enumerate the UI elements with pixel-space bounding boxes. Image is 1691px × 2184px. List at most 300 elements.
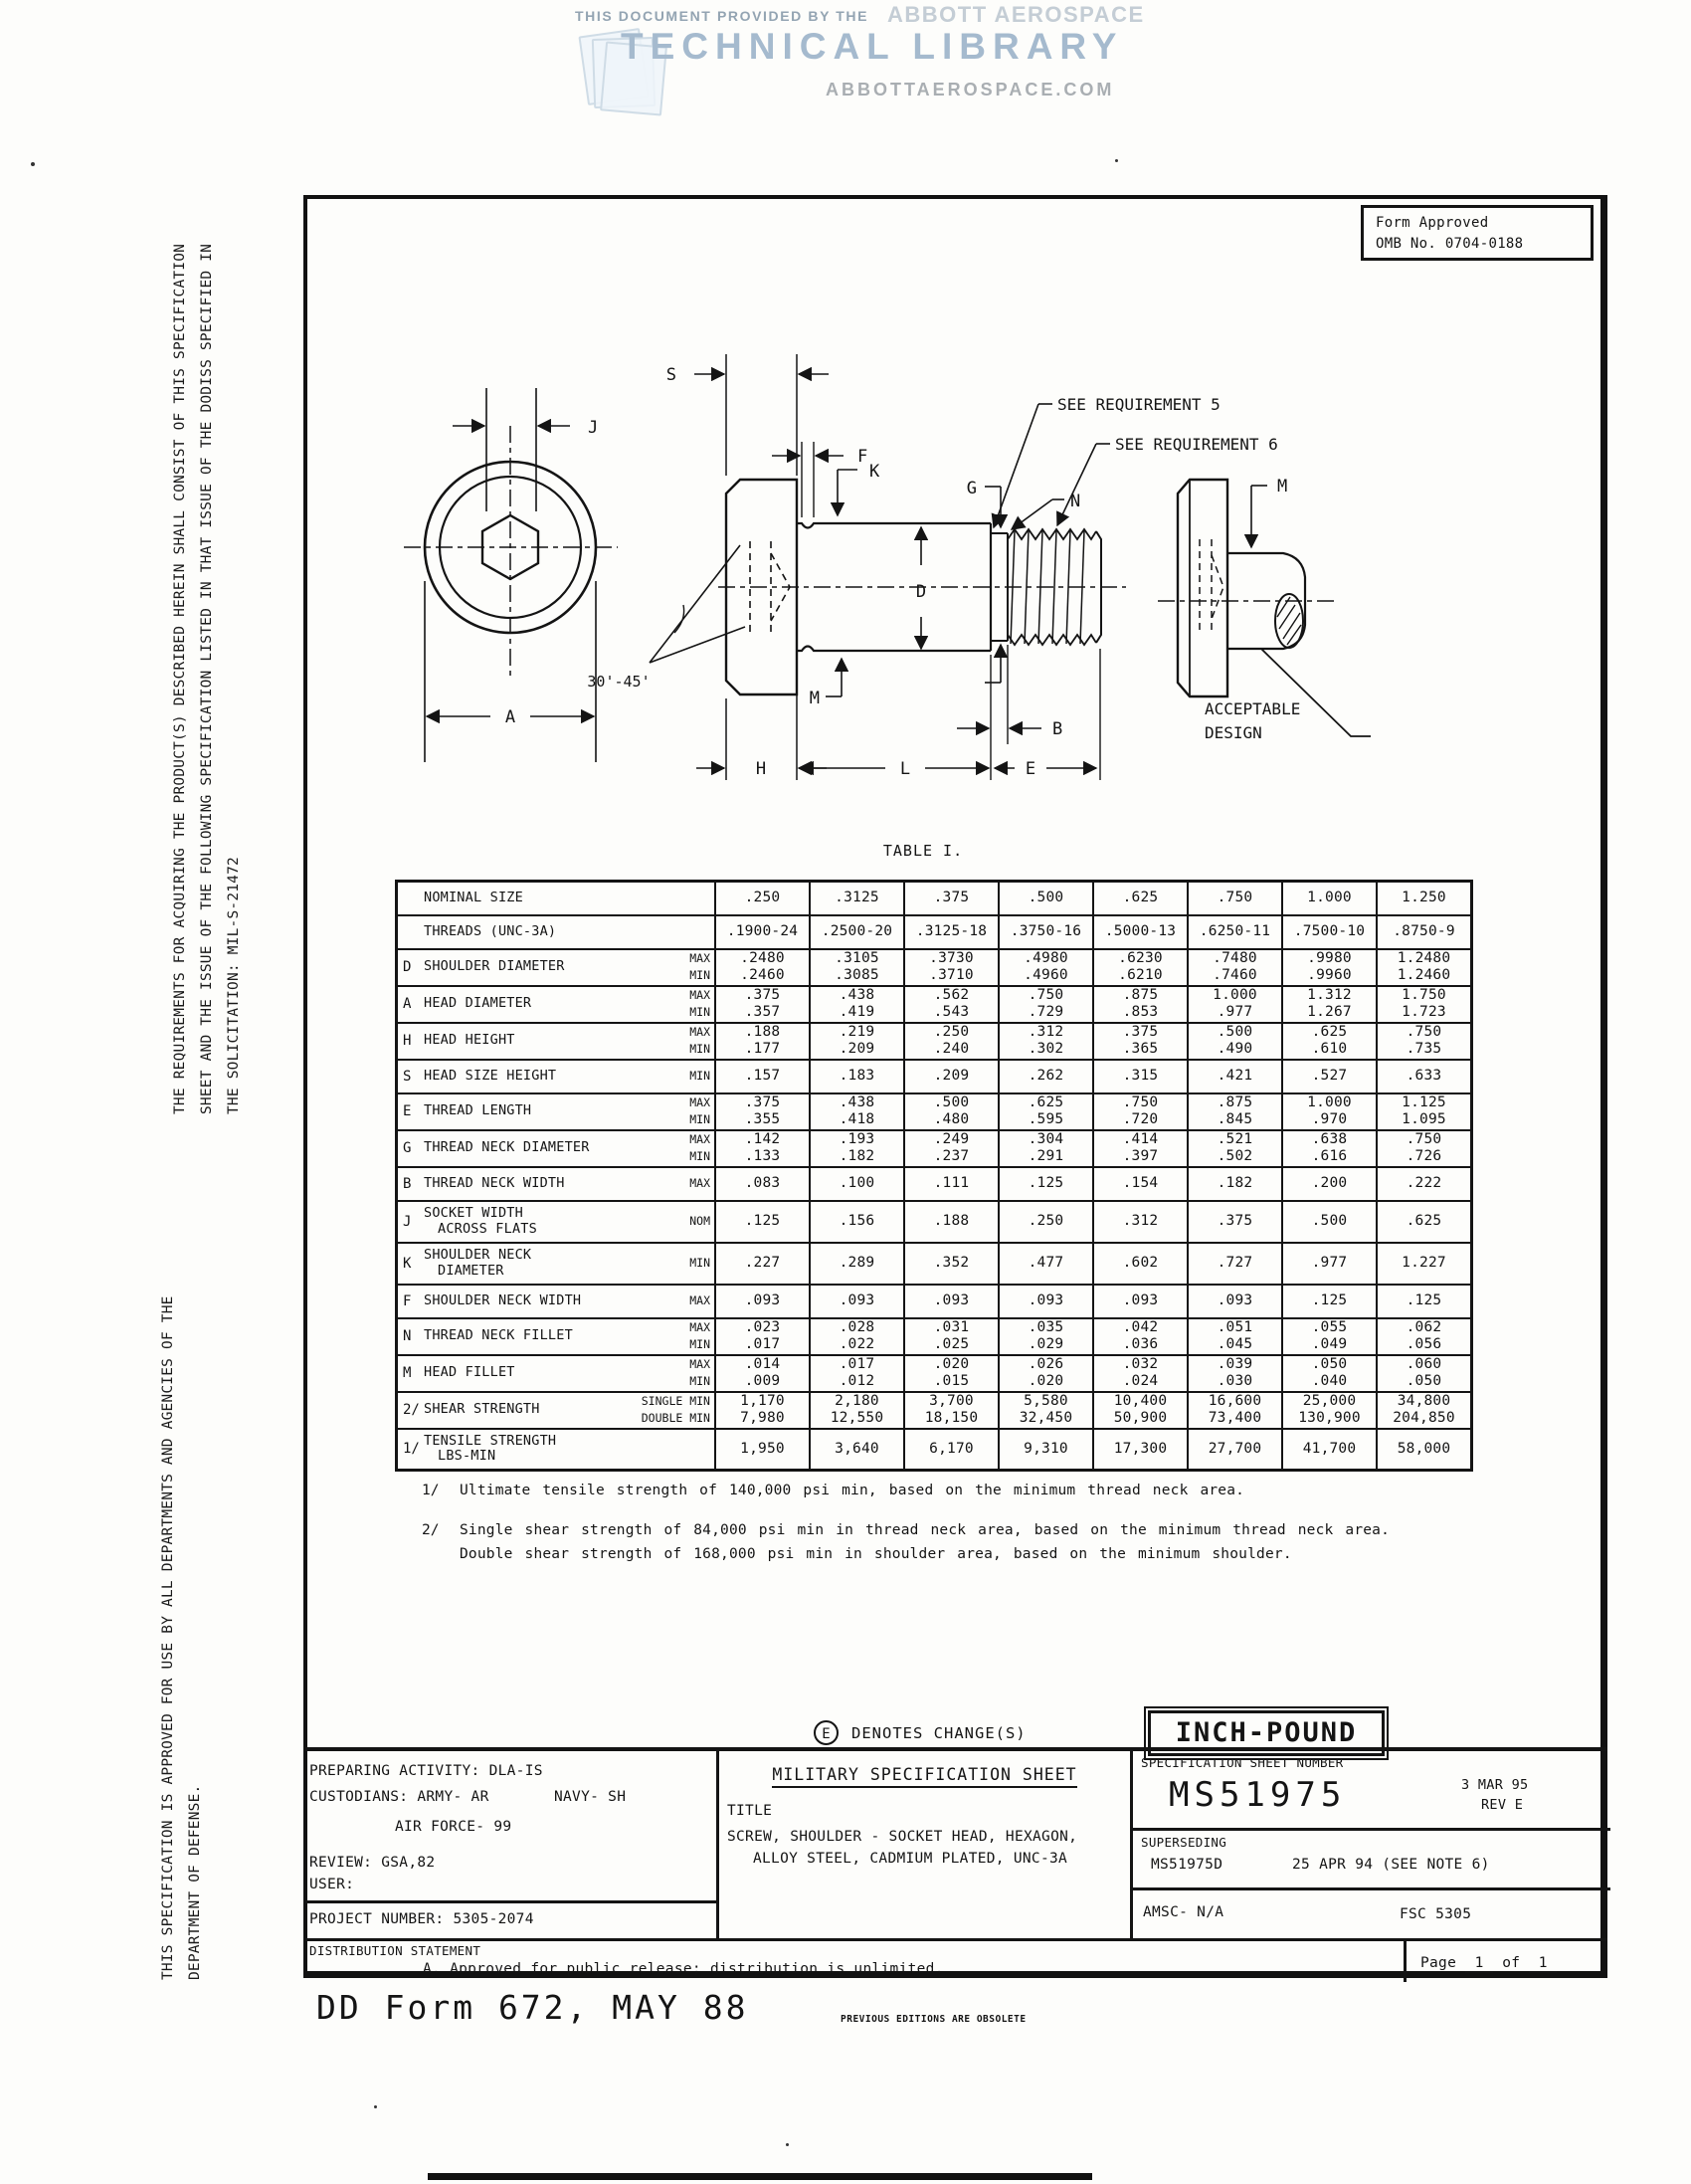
table-value: .125 bbox=[1311, 1292, 1348, 1308]
table-value-cell bbox=[1188, 915, 1282, 949]
table-value: .750 bbox=[1217, 890, 1253, 906]
table-value: .219 bbox=[839, 1024, 875, 1040]
table-value-cell bbox=[1093, 1285, 1188, 1318]
dim-label-a: A bbox=[504, 707, 516, 727]
table-value: 41,700 bbox=[1302, 1440, 1357, 1457]
row-qualifier: MIN bbox=[689, 1337, 710, 1351]
d: D bbox=[915, 582, 927, 602]
table-value: .032 bbox=[1122, 1356, 1159, 1372]
table-value: .375 bbox=[744, 987, 781, 1003]
project-number: PROJECT NUMBER: 5305-2074 bbox=[309, 1911, 534, 1927]
table-value-cell bbox=[1282, 986, 1377, 1023]
table-value-cell bbox=[810, 1023, 904, 1060]
table-row-label-cell bbox=[397, 1243, 716, 1285]
page-total: 1 bbox=[1529, 1955, 1557, 1973]
table-value: .625 bbox=[1311, 1024, 1348, 1040]
table-value: .183 bbox=[839, 1068, 875, 1084]
table-value: .093 bbox=[933, 1292, 970, 1308]
dim-label-h: H bbox=[755, 759, 767, 779]
dim-label-g: G bbox=[966, 479, 977, 498]
table-row bbox=[397, 1130, 1472, 1167]
table-value: .025 bbox=[933, 1336, 970, 1352]
table-value: 17,300 bbox=[1113, 1440, 1168, 1457]
table-value-cell bbox=[1188, 1167, 1282, 1201]
table-value-cell bbox=[1093, 1060, 1188, 1093]
table-value-cell bbox=[1093, 1429, 1188, 1471]
table-row-label-cell bbox=[397, 1285, 716, 1318]
table-value-cell bbox=[1282, 949, 1377, 986]
scan-speck bbox=[786, 2143, 789, 2146]
table-value-cell bbox=[715, 1060, 810, 1093]
end-view bbox=[404, 388, 618, 762]
table-value-cell bbox=[904, 1023, 999, 1060]
table-value: .031 bbox=[933, 1319, 970, 1335]
table-value: 1.250 bbox=[1402, 890, 1446, 906]
table-value: 1.095 bbox=[1402, 1111, 1446, 1127]
table-value: .3085 bbox=[835, 967, 879, 983]
table-value-cell bbox=[1377, 1093, 1472, 1130]
row-qualifier: NOM bbox=[689, 1214, 710, 1228]
superseding-cell bbox=[1133, 1831, 1610, 1890]
table-value: .500 bbox=[1217, 1024, 1253, 1040]
table-value: .3710 bbox=[929, 967, 974, 983]
table-row-label-cell bbox=[397, 915, 716, 949]
table-value-cell bbox=[1282, 1201, 1377, 1243]
table-row-label-cell bbox=[397, 882, 716, 915]
sheet-heading: MILITARY SPECIFICATION SHEET bbox=[719, 1765, 1130, 1784]
table-value: 32,450 bbox=[1019, 1410, 1073, 1426]
table-value-cell bbox=[1282, 1429, 1377, 1471]
footnote-1-prefix: 1/ bbox=[422, 1483, 440, 1498]
table-value: .375 bbox=[1217, 1213, 1253, 1229]
row-prefix: N bbox=[403, 1328, 412, 1344]
table-value-cell bbox=[1093, 1093, 1188, 1130]
row-qualifier: MIN bbox=[689, 1112, 710, 1126]
table-value: 18,150 bbox=[924, 1410, 979, 1426]
watermark-site: ABBOTTAEROSPACE.COM bbox=[826, 80, 1115, 99]
table-value-cell bbox=[1093, 915, 1188, 949]
table-value: .304 bbox=[1028, 1131, 1064, 1147]
footnote-2-prefix: 2/ bbox=[422, 1522, 440, 1538]
engineering-drawing bbox=[304, 199, 1609, 856]
table-value: .750 bbox=[1406, 1024, 1442, 1040]
dd-form-grid bbox=[303, 1747, 1607, 1982]
table-value: .291 bbox=[1028, 1148, 1064, 1164]
page-number: 1 bbox=[1465, 1955, 1493, 1973]
table-value: .6210 bbox=[1118, 967, 1163, 983]
table-value-cell bbox=[715, 1023, 810, 1060]
table-row-label-cell bbox=[397, 1318, 716, 1355]
table-value-cell bbox=[1282, 1023, 1377, 1060]
footnote-1-text: Ultimate tensile strength of 140,000 psi min, based on the minimum thread neck area. bbox=[460, 1483, 1245, 1498]
table-value-cell bbox=[1377, 1060, 1472, 1093]
table-row-label-cell bbox=[397, 1201, 716, 1243]
table-value: .250 bbox=[1028, 1213, 1064, 1229]
table-value: .853 bbox=[1122, 1004, 1159, 1020]
review: REVIEW: GSA,82 bbox=[309, 1855, 436, 1871]
table-value: .028 bbox=[839, 1319, 875, 1335]
table-value-cell bbox=[904, 1201, 999, 1243]
form-approved-line2: OMB No. 0704-0188 bbox=[1376, 236, 1524, 252]
table-value: .602 bbox=[1122, 1255, 1159, 1271]
table-value: .023 bbox=[744, 1319, 781, 1335]
row-qualifier: MIN bbox=[689, 1042, 710, 1056]
table-value: .414 bbox=[1122, 1131, 1159, 1147]
table-value-cell bbox=[904, 1318, 999, 1355]
amsc: AMSC- N/A bbox=[1143, 1904, 1224, 1920]
table-value: 9,310 bbox=[1024, 1440, 1068, 1457]
row-label: SHOULDER DIAMETER bbox=[424, 958, 565, 975]
table-value: .562 bbox=[933, 987, 970, 1003]
table-value-cell bbox=[810, 1285, 904, 1318]
table-value-cell bbox=[1188, 1093, 1282, 1130]
watermark-brand: ABBOTT AEROSPACE bbox=[887, 2, 1145, 27]
table-value-cell bbox=[999, 949, 1093, 986]
table-value-cell bbox=[1377, 949, 1472, 986]
table-value: 50,900 bbox=[1113, 1410, 1168, 1426]
table-value-cell bbox=[999, 1392, 1093, 1429]
dim-label-m2: M bbox=[1277, 477, 1288, 496]
table-value-cell bbox=[1093, 986, 1188, 1023]
table-value: .595 bbox=[1028, 1111, 1064, 1127]
inch-pound-text: INCH-POUND bbox=[1148, 1710, 1385, 1756]
table-value-cell bbox=[1377, 1392, 1472, 1429]
row-qualifier: MIN bbox=[689, 1149, 710, 1163]
table-value-cell bbox=[1188, 1201, 1282, 1243]
custodian-air-force: AIR FORCE- 99 bbox=[395, 1819, 512, 1835]
table-value-cell bbox=[1093, 1243, 1188, 1285]
table-value-cell bbox=[1377, 986, 1472, 1023]
table-value: .020 bbox=[933, 1356, 970, 1372]
table-value: .156 bbox=[839, 1213, 875, 1229]
amsc-fsc-cell bbox=[1133, 1890, 1610, 1938]
table-value: .012 bbox=[839, 1373, 875, 1389]
table-value: .7460 bbox=[1213, 967, 1257, 983]
table-row bbox=[397, 986, 1472, 1023]
table-value-cell bbox=[999, 1243, 1093, 1285]
table-value: 3,640 bbox=[835, 1440, 879, 1457]
superseding-number: MS51975D bbox=[1151, 1857, 1223, 1873]
table-value-cell bbox=[1188, 1285, 1282, 1318]
table-value: .036 bbox=[1122, 1336, 1159, 1352]
row-prefix: 1/ bbox=[403, 1441, 420, 1458]
table-value: .302 bbox=[1028, 1041, 1064, 1057]
table-value: .4960 bbox=[1024, 967, 1068, 983]
change-marker-circle: E bbox=[814, 1720, 839, 1745]
row-label: NOMINAL SIZE bbox=[424, 890, 523, 905]
user: USER: bbox=[309, 1877, 355, 1892]
table-value: .125 bbox=[1406, 1292, 1442, 1308]
table-value-cell bbox=[1377, 1318, 1472, 1355]
table-row bbox=[397, 1429, 1472, 1471]
table-value: .633 bbox=[1406, 1068, 1442, 1084]
row-label: SOCKET WIDTH bbox=[424, 1205, 523, 1221]
row-qualifier: MAX bbox=[689, 1025, 710, 1039]
row-prefix: K bbox=[403, 1255, 412, 1272]
table-value: .490 bbox=[1217, 1041, 1253, 1057]
table-value-cell bbox=[1282, 1093, 1377, 1130]
table-value: .375 bbox=[933, 890, 970, 906]
table-value-cell bbox=[999, 1167, 1093, 1201]
table-value: 130,900 bbox=[1298, 1410, 1361, 1426]
table-row-label-cell bbox=[397, 949, 716, 986]
row-qualifier: MAX bbox=[689, 1293, 710, 1307]
table-value-cell bbox=[810, 1167, 904, 1201]
table-value: .100 bbox=[839, 1175, 875, 1191]
spec-table bbox=[395, 880, 1473, 1472]
table-value-cell bbox=[1282, 1285, 1377, 1318]
table-row-label-cell bbox=[397, 986, 716, 1023]
table-value-cell bbox=[810, 949, 904, 986]
table-value-cell bbox=[1282, 1355, 1377, 1392]
acceptable-design-label-line2: DESIGN bbox=[1205, 723, 1262, 742]
table-value: 12,550 bbox=[830, 1410, 884, 1426]
table-value: .477 bbox=[1028, 1255, 1064, 1271]
table-title: TABLE I. bbox=[882, 842, 964, 860]
distribution-cell bbox=[303, 1938, 1404, 1982]
table-value: .2460 bbox=[740, 967, 785, 983]
row-prefix: S bbox=[403, 1068, 412, 1085]
row-label: HEAD FILLET bbox=[424, 1364, 515, 1381]
table-value-cell bbox=[715, 1429, 810, 1471]
table-value: .024 bbox=[1122, 1373, 1159, 1389]
table-value: .375 bbox=[1122, 1024, 1159, 1040]
table-value-cell bbox=[715, 1201, 810, 1243]
previous-editions-note: PREVIOUS EDITIONS ARE OBSOLETE bbox=[841, 2014, 1027, 2025]
table-value-cell bbox=[999, 882, 1093, 915]
table-value: .875 bbox=[1217, 1094, 1253, 1110]
preparing-activity: PREPARING ACTIVITY: DLA-IS bbox=[309, 1763, 543, 1779]
spec-date: 3 MAR 95 bbox=[1461, 1777, 1529, 1793]
table-value-cell bbox=[810, 1243, 904, 1285]
dim-label-n: N bbox=[1070, 492, 1081, 511]
table-value: .7500-10 bbox=[1293, 923, 1366, 939]
footnote-2-text-line1: Single shear strength of 84,000 psi min in thread neck area, based on the minimum thread neck area. bbox=[460, 1522, 1391, 1538]
table-value-cell bbox=[1093, 1355, 1188, 1392]
table-value: .397 bbox=[1122, 1148, 1159, 1164]
table-value-cell bbox=[904, 1285, 999, 1318]
table-value: 3,700 bbox=[929, 1393, 974, 1409]
table-value: .418 bbox=[839, 1111, 875, 1127]
table-value-cell bbox=[1188, 1392, 1282, 1429]
row-label: HEAD HEIGHT bbox=[424, 1032, 515, 1049]
table-value: .352 bbox=[933, 1255, 970, 1271]
row-prefix: F bbox=[403, 1292, 412, 1309]
dim-label-b: B bbox=[1052, 719, 1063, 739]
row-prefix: B bbox=[403, 1175, 412, 1192]
table-value: .3125-18 bbox=[915, 923, 988, 939]
table-value: .357 bbox=[744, 1004, 781, 1020]
table-value: 10,400 bbox=[1113, 1393, 1168, 1409]
table-row bbox=[397, 1392, 1472, 1429]
table-value: .845 bbox=[1217, 1111, 1253, 1127]
table-value-cell bbox=[904, 1130, 999, 1167]
table-value: .045 bbox=[1217, 1336, 1253, 1352]
row-prefix: H bbox=[403, 1033, 412, 1049]
table-value: .438 bbox=[839, 1094, 875, 1110]
spec-number-cell bbox=[1133, 1751, 1610, 1831]
table-value: .4980 bbox=[1024, 950, 1068, 966]
table-value: .125 bbox=[1028, 1175, 1064, 1191]
table-value: .157 bbox=[744, 1068, 781, 1084]
table-row bbox=[397, 1167, 1472, 1201]
title-line1: SCREW, SHOULDER - SOCKET HEAD, HEXAGON, bbox=[727, 1829, 1078, 1845]
table-value: 1.227 bbox=[1402, 1255, 1446, 1271]
table-value: .616 bbox=[1311, 1148, 1348, 1164]
table-value: .543 bbox=[933, 1004, 970, 1020]
table-value-cell bbox=[999, 1060, 1093, 1093]
row-label-line2: LBS-MIN bbox=[438, 1448, 496, 1465]
table-row bbox=[397, 949, 1472, 986]
table-value: .142 bbox=[744, 1131, 781, 1147]
table-value: .015 bbox=[933, 1373, 970, 1389]
table-value-cell bbox=[1282, 1060, 1377, 1093]
table-value: .026 bbox=[1028, 1356, 1064, 1372]
table-value: .020 bbox=[1028, 1373, 1064, 1389]
watermark-library: TECHNICAL LIBRARY bbox=[621, 26, 1124, 67]
table-value-cell bbox=[1188, 1130, 1282, 1167]
table-value-cell bbox=[715, 1285, 810, 1318]
row-label: THREAD NECK WIDTH bbox=[424, 1174, 565, 1191]
sidebar-line: THIS SPECIFICATION IS APPROVED FOR USE BY ALL DEPARTMENTS AND AGENCIES OF THE bbox=[160, 1295, 176, 1980]
table-value: 58,000 bbox=[1397, 1440, 1451, 1457]
table-value-cell bbox=[904, 1392, 999, 1429]
table-value: .500 bbox=[933, 1094, 970, 1110]
table-value: .009 bbox=[744, 1373, 781, 1389]
table-value: .042 bbox=[1122, 1319, 1159, 1335]
table-row bbox=[397, 915, 1472, 949]
table-value-cell bbox=[999, 1093, 1093, 1130]
table-value-cell bbox=[715, 882, 810, 915]
table-value-cell bbox=[999, 1318, 1093, 1355]
table-row-label-cell bbox=[397, 1023, 716, 1060]
table-value: 1,950 bbox=[740, 1440, 785, 1457]
table-value: .262 bbox=[1028, 1068, 1064, 1084]
row-label: HEAD DIAMETER bbox=[424, 995, 532, 1012]
table-row bbox=[397, 1243, 1472, 1285]
watermark-provided-by: THIS DOCUMENT PROVIDED BY THE bbox=[575, 8, 869, 24]
table-value-cell bbox=[810, 1392, 904, 1429]
table-value-cell bbox=[715, 1392, 810, 1429]
table-value: .625 bbox=[1406, 1213, 1442, 1229]
row-prefix: M bbox=[403, 1365, 412, 1381]
table-row bbox=[397, 1285, 1472, 1318]
table-value-cell bbox=[904, 949, 999, 986]
scan-speck bbox=[1115, 159, 1118, 162]
table-value-cell bbox=[810, 1060, 904, 1093]
row-label: TENSILE STRENGTH bbox=[424, 1432, 557, 1449]
table-value: .060 bbox=[1406, 1356, 1442, 1372]
sidebar-line: THE REQUIREMENTS FOR ACQUIRING THE PRODUCT(S) DESCRIBED HEREIN SHALL CONSIST OF THIS SPECIFICATION bbox=[172, 243, 188, 1114]
table-value-cell bbox=[1188, 1318, 1282, 1355]
distribution-label: DISTRIBUTION STATEMENT bbox=[309, 1943, 481, 1958]
table-value: .017 bbox=[744, 1336, 781, 1352]
table-value: .421 bbox=[1217, 1068, 1253, 1084]
table-value-cell bbox=[810, 1130, 904, 1167]
table-value: .093 bbox=[839, 1292, 875, 1308]
table-value-cell bbox=[1282, 1392, 1377, 1429]
sidebar-requirements-note bbox=[167, 174, 251, 1114]
table-row-label-cell bbox=[397, 1355, 716, 1392]
spec-table-body bbox=[397, 882, 1472, 1471]
preparing-activity-cell bbox=[303, 1751, 716, 1900]
table-row bbox=[397, 1093, 1472, 1130]
table-value-cell bbox=[1093, 1130, 1188, 1167]
table-value: .875 bbox=[1122, 987, 1159, 1003]
table-value-cell bbox=[904, 1429, 999, 1471]
table-value: .188 bbox=[744, 1024, 781, 1040]
table-value: 1.000 bbox=[1307, 1094, 1352, 1110]
table-value: 1,170 bbox=[740, 1393, 785, 1409]
table-value-cell bbox=[1188, 949, 1282, 986]
table-value: .521 bbox=[1217, 1131, 1253, 1147]
table-value: .030 bbox=[1217, 1373, 1253, 1389]
table-value-cell bbox=[999, 1285, 1093, 1318]
table-value: .727 bbox=[1217, 1255, 1253, 1271]
table-value-cell bbox=[715, 1355, 810, 1392]
table-value: .970 bbox=[1311, 1111, 1348, 1127]
table-value-cell bbox=[715, 1130, 810, 1167]
table-value-cell bbox=[1282, 1243, 1377, 1285]
sidebar-approval-note bbox=[155, 1222, 211, 1980]
table-value: .5000-13 bbox=[1104, 923, 1177, 939]
row-qualifier: MAX bbox=[689, 1132, 710, 1146]
table-value: .3750-16 bbox=[1010, 923, 1082, 939]
table-value-cell bbox=[1377, 1023, 1472, 1060]
table-value: .610 bbox=[1311, 1041, 1348, 1057]
table-value-cell bbox=[1282, 882, 1377, 915]
table-value-cell bbox=[904, 1093, 999, 1130]
table-value: 1.2460 bbox=[1397, 967, 1451, 983]
table-value-cell bbox=[904, 986, 999, 1023]
table-value: .625 bbox=[1028, 1094, 1064, 1110]
table-value: .638 bbox=[1311, 1131, 1348, 1147]
distribution-text: A. Approved for public release; distribution is unlimited. bbox=[423, 1961, 944, 1977]
superseding-label: SUPERSEDING bbox=[1141, 1835, 1227, 1850]
spec-id-column bbox=[1130, 1751, 1607, 1938]
dim-label-s: S bbox=[665, 365, 676, 385]
table-value: .9980 bbox=[1307, 950, 1352, 966]
table-value-cell bbox=[1093, 882, 1188, 915]
table-value: .227 bbox=[744, 1255, 781, 1271]
table-value-cell bbox=[1377, 1201, 1472, 1243]
table-value: .500 bbox=[1311, 1213, 1348, 1229]
table-value: .438 bbox=[839, 987, 875, 1003]
row-label-line2: DIAMETER bbox=[438, 1262, 504, 1279]
fsc: FSC 5305 bbox=[1400, 1906, 1472, 1922]
row-qualifier: MIN bbox=[689, 1005, 710, 1019]
chamfer-angle-label: 30'-45' bbox=[587, 673, 651, 691]
table-value-cell bbox=[810, 1318, 904, 1355]
table-value-cell bbox=[1377, 1130, 1472, 1167]
table-value: .625 bbox=[1122, 890, 1159, 906]
table-value-cell bbox=[1377, 882, 1472, 915]
table-value-cell bbox=[810, 1093, 904, 1130]
table-value-cell bbox=[999, 915, 1093, 949]
table-value: 2,180 bbox=[835, 1393, 879, 1409]
row-qualifier: MAX bbox=[689, 1095, 710, 1109]
table-value-cell bbox=[715, 1243, 810, 1285]
table-value: .2480 bbox=[740, 950, 785, 966]
custodian-navy: NAVY- SH bbox=[554, 1789, 627, 1805]
row-qualifier: MAX bbox=[689, 951, 710, 965]
table-value: .111 bbox=[933, 1175, 970, 1191]
table-value-cell bbox=[715, 986, 810, 1023]
table-value: .083 bbox=[744, 1175, 781, 1191]
table-value: .250 bbox=[933, 1024, 970, 1040]
table-value: 73,400 bbox=[1208, 1410, 1262, 1426]
table-value: .209 bbox=[839, 1041, 875, 1057]
